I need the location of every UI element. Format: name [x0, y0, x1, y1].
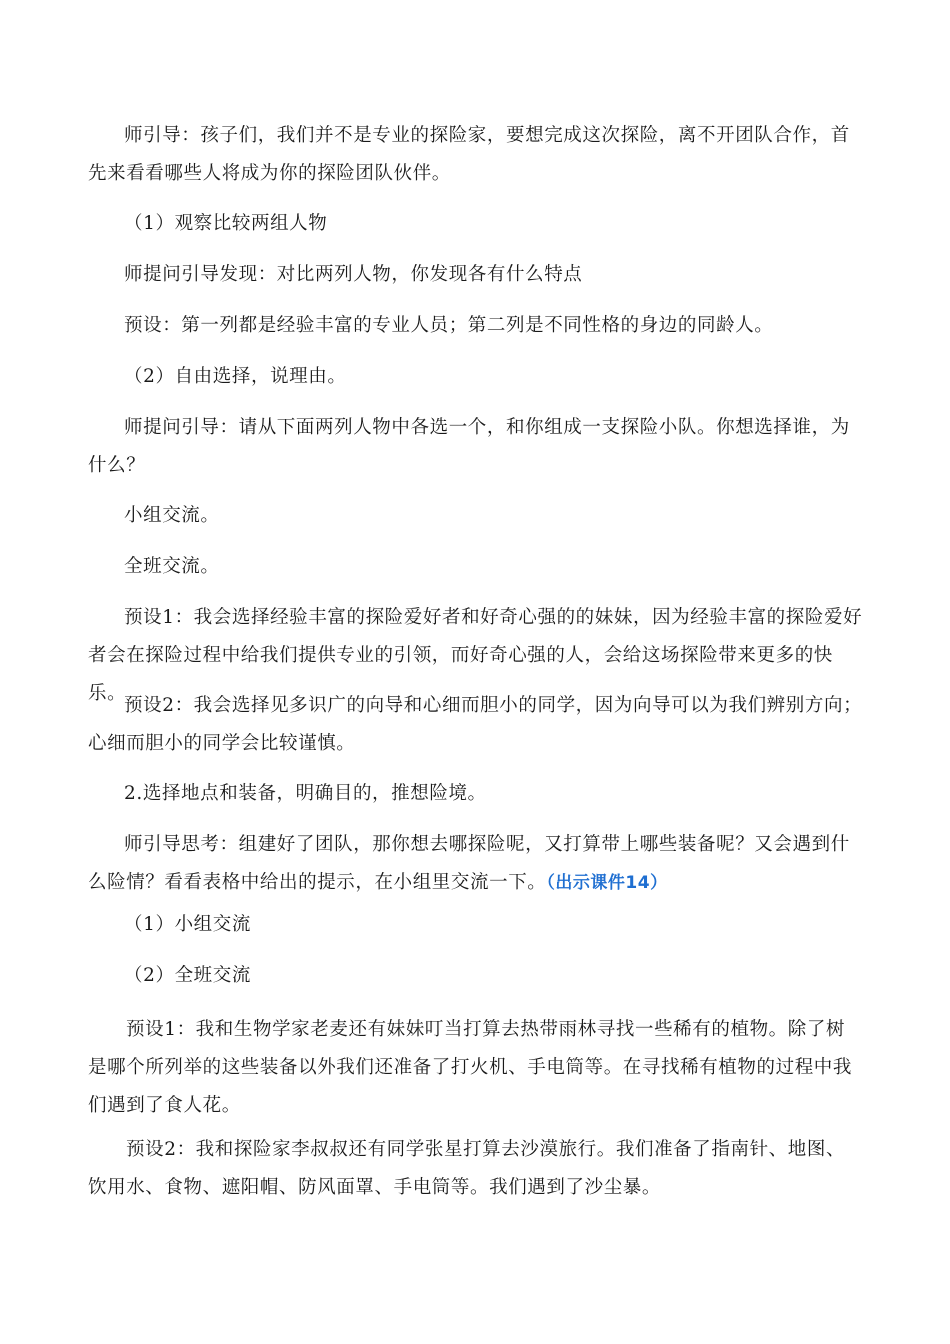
paragraph-free-choice: （2）自由选择，说理由。	[124, 366, 347, 387]
paragraph-section-2-heading: 2.选择地点和装备，明确目的，推想险境。	[124, 783, 487, 804]
paragraph-class-discussion: 全班交流。	[124, 556, 220, 577]
paragraph-whole-class: （2）全班交流	[124, 965, 251, 986]
paragraph-preset-2-desert: 预设2：我和探险家李叔叔还有同学张星打算去沙漠旅行。我们准备了指南针、地图、饮用水、食物、遮阳帽、防风面罩、手电筒等。我们遇到了沙尘暴。	[88, 1139, 846, 1198]
courseware-note: （出示课件14）	[546, 873, 668, 893]
paragraph-observe-compare: （1）观察比较两组人物	[124, 213, 328, 234]
paragraph-teacher-question-choose: 师提问引导：请从下面两列人物中各选一个，和你组成一支探险小队。你想选择谁，为什么？	[88, 417, 850, 476]
paragraph-group-discussion: 小组交流。	[124, 505, 220, 526]
paragraph-teacher-guide-intro: 师引导：孩子们，我们并不是专业的探险家，要想完成这次探险，离不开团队合作，首先来看看哪些人将成为你的探险团队伙伴。	[88, 125, 850, 184]
paragraph-preset-1-rainforest: 预设1：我和生物学家老麦还有妹妹叮当打算去热带雨林寻找一些稀有的植物。除了树是哪个所列举的这些装备以外我们还准备了打火机、手电筒等。在寻找稀有植物的过程中我们遇到了食人花。	[88, 1019, 853, 1116]
paragraph-preset-columns: 预设：第一列都是经验丰富的专业人员；第二列是不同性格的身边的同龄人。	[124, 315, 774, 336]
paragraph-preset-1-team: 预设1：我会选择经验丰富的探险爱好者和好奇心强的的妹妹，因为经验丰富的探险爱好者会在探险过程中给我们提供专业的引领，而好奇心强的人，会给这场探险带来更多的快乐。	[88, 607, 863, 704]
paragraph-teacher-question-discover: 师提问引导发现：对比两列人物，你发现各有什么特点	[124, 264, 583, 285]
paragraph-teacher-guide-think-text: 师引导思考：组建好了团队，那你想去哪探险呢，又打算带上哪些装备呢？又会遇到什么险情？看看表格中给出的提示，在小组里交流一下。	[88, 834, 850, 893]
paragraph-small-group: （1）小组交流	[124, 914, 251, 935]
paragraph-preset-2-team: 预设2：我会选择见多识广的向导和心细而胆小的同学，因为向导可以为我们辨别方向；心细而胆小的同学会比较谨慎。	[88, 695, 863, 754]
paragraph-teacher-guide-think	[88, 826, 863, 902]
